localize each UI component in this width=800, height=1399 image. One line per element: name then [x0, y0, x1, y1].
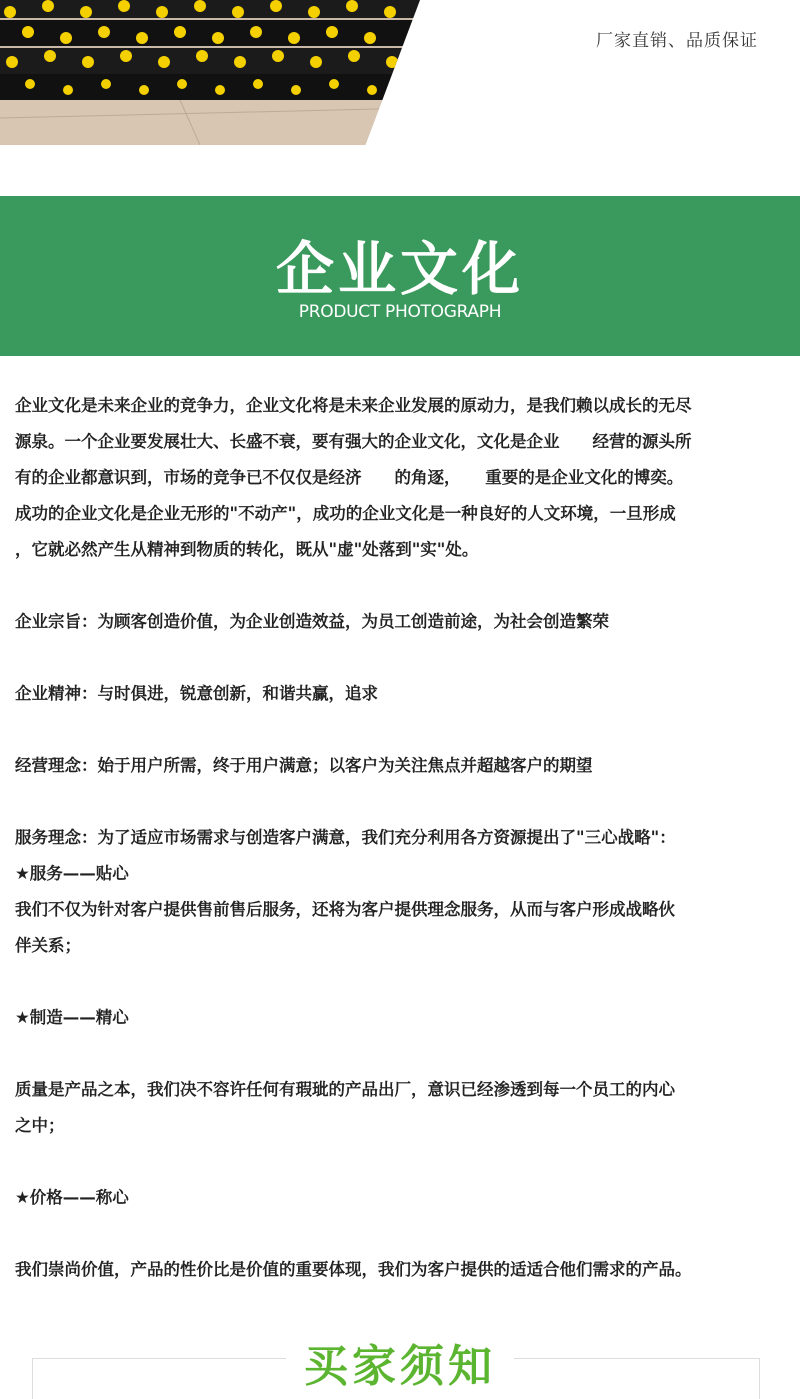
- philosophy-text: 经营理念：始于用户所需，终于用户满意；以客户为关注焦点并超越客户的期望: [15, 756, 593, 775]
- intro-line: 有的企业都意识到，市场的竞争已不仅仅是经济 的角逐， 重要的是企业文化的博奕。: [15, 468, 684, 487]
- section-banner: [0, 196, 800, 356]
- banner-subtitle: PRODUCT PHOTOGRAPH: [298, 302, 502, 322]
- manufacture-heading: ★制造——精心: [15, 1008, 129, 1027]
- banner-title: 企业文化: [275, 235, 524, 303]
- price-heading: ★价格——称心: [15, 1188, 129, 1207]
- buyer-notice-section: [0, 1328, 800, 1392]
- price-body: 我们崇尚价值，产品的性价比是价值的重要体现，我们为客户提供的适适合他们需求的产品。: [15, 1260, 692, 1279]
- service-heading: ★服务——贴心: [15, 864, 129, 883]
- header: [0, 0, 800, 145]
- intro-line: 成功的企业文化是企业无形的"不动产"，成功的企业文化是一种良好的人文环境，一旦形成: [15, 504, 676, 523]
- intro-line: 源泉。一个企业要发展壮大、长盛不衰，要有强大的企业文化，文化是企业 经营的源头所: [15, 432, 692, 451]
- buyer-notice-title: 买家须知: [286, 1341, 514, 1392]
- intro-line: ，它就必然产生从精神到物质的转化，既从"虚"处落到"实"处。: [15, 540, 479, 559]
- manufacture-body: 质量是产品之本，我们决不容许任何有瑕玼的产品出厂，意识已经渗透到每一个员工的内心: [15, 1080, 675, 1099]
- spirit-text: 企业精神：与时俱进，锐意创新，和谐共赢，追求: [15, 684, 378, 703]
- service-body: 我们不仅为针对客户提供售前售后服务，还将为客户提供理念服务，从而与客户形成战略伙: [15, 900, 675, 919]
- mission-text: 企业宗旨：为顾客创造价值，为企业创造效益，为员工创造前途，为社会创造繁荣: [15, 612, 609, 631]
- cable-drag-chain-photo: [0, 0, 420, 145]
- service-intro: 服务理念：为了适应市场需求与创造客户满意，我们充分利用各方资源提出了"三心战略"：: [15, 828, 676, 847]
- manufacture-body: 之中；: [15, 1116, 65, 1135]
- intro-line: 企业文化是未来企业的竞争力，企业文化将是未来企业发展的原动力，是我们赖以成长的无尽: [15, 396, 692, 415]
- header-slogan: 厂家直销、品质保证: [596, 31, 758, 51]
- service-body: 伴关系；: [15, 936, 81, 955]
- culture-content: [15, 388, 790, 1288]
